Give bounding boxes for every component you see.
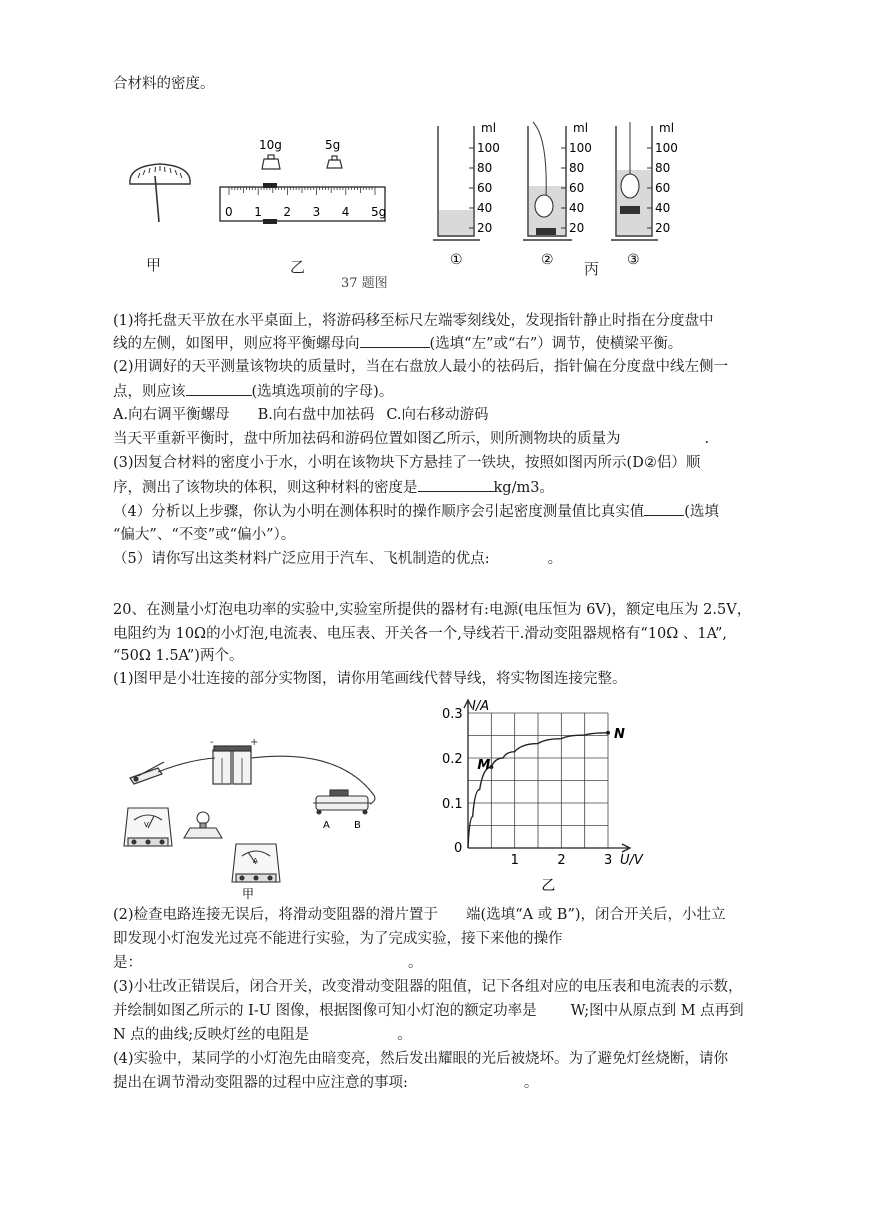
voltmeter-label: V <box>144 821 149 829</box>
q19-p4-answer-blank[interactable] <box>644 501 684 516</box>
chart-y-tick-label: 0.3 <box>442 707 463 722</box>
q20-intro-line2: 电阻约为 10Ω的小灯泡,电流表、电压表、开关各一个,导线若干.滑动变阻器规格有“10Ω 、1A”, <box>113 626 727 642</box>
cylinder-scale-label: 20 <box>655 221 671 235</box>
cylinder-1-id: ① <box>450 252 463 268</box>
q20-p3-line1: (3)小壮改正错误后，闭合开关，改变滑动变阻器的阻值，记下各组对应的电压表和电流表的示数， <box>113 979 743 995</box>
battery-icon <box>210 737 258 784</box>
cylinder-1 <box>433 126 480 240</box>
iu-chart <box>440 696 643 896</box>
svg-text:-: - <box>210 737 214 748</box>
q19-p2-answer-blank[interactable] <box>186 381 252 396</box>
q19-p3-line2 <box>113 477 554 498</box>
circuit-figure <box>118 738 393 903</box>
iron-3 <box>620 206 640 214</box>
q19-p4-text-a: （4）分析以上步骤，你认为小明在测体积时的操作顺序会引起密度测量值比真实值 <box>113 504 645 520</box>
water-level-1 <box>439 210 473 235</box>
q19-option-b: B.向右盘中加祛码 <box>257 407 375 423</box>
q20-p4-end: 。 <box>523 1075 539 1091</box>
weight-5g-icon <box>327 156 342 168</box>
cylinder-scale-label: 100 <box>655 141 678 155</box>
q20-p2-text-a: (2)检查电路连接无误后，将滑动变阻器的滑片置于 <box>113 907 439 923</box>
weight-10g-icon <box>262 155 280 169</box>
figure-37-caption: 37 题图 <box>341 276 388 291</box>
lamp-icon <box>184 812 222 838</box>
cylinder-scale-label: 60 <box>569 181 585 195</box>
q19-p3-line1: (3)因复合材料的密度小于水，小明在该物块下方悬挂了一铁块，按照如图丙所示(D②侣）顺 <box>113 455 701 471</box>
q20-p4-text: 提出在调节滑动变阻器的过程中应注意的事项: <box>113 1075 408 1091</box>
q19-p2-text-a: 点，则应该 <box>113 384 186 400</box>
block-2 <box>535 195 553 217</box>
chart-x-tick-label: 1 <box>510 853 519 868</box>
ruler-tick-label: 2 <box>283 205 292 219</box>
q20-p2-end: 。 <box>408 955 423 971</box>
chart-x-tick-label: 3 <box>604 853 613 868</box>
fig-label-circuit-jia: 甲 <box>242 887 255 901</box>
q19-mass-text: 当天平重新平衡时，盘中所加祛码和游码位置如图乙所示，则所测物块的质量为 <box>113 431 621 447</box>
cylinder-unit-label: ml <box>481 121 497 135</box>
ruler-tick-label: 5g <box>371 205 387 219</box>
chart-x-axis-label: U/V <box>620 853 643 868</box>
q20-p2-line3 <box>113 953 423 973</box>
q20-intro-line3: “50Ω 1.5A”)两个。 <box>113 648 244 664</box>
q19-option-c: C.向右移动游码 <box>386 407 489 423</box>
rider-bottom <box>263 219 277 224</box>
ruler-weights-figure <box>215 130 390 230</box>
chart-annotation-N: N <box>614 726 625 742</box>
chart-point-N <box>606 731 610 735</box>
q19-p2-line3 <box>113 429 709 449</box>
ammeter-label: A <box>253 857 258 865</box>
q19-p5-text: （5）请你写出这类材料广泛应用于汽车、飞机制造的优点: <box>113 551 490 567</box>
q20-p4-line2 <box>113 1073 538 1093</box>
q19-p4-line2: “偏大”、“不变”或“偏小”）。 <box>113 527 296 543</box>
fig-label-bing: 丙 <box>584 260 600 278</box>
cylinder-2 <box>523 122 572 240</box>
iron-2 <box>536 228 556 235</box>
q19-p5-end: 。 <box>547 551 563 567</box>
q20-p4-line1: (4)实验中，某同学的小灯泡先由暗变亮，然后发出耀眼的光后被烧坏。为了避免灯丝烧断，请你 <box>113 1051 729 1067</box>
cylinder-scale-label: 60 <box>477 181 493 195</box>
q19-p1-text-a: 线的左侧，如图甲，则应将平衡螺母向 <box>113 336 360 352</box>
ruler-tick-label: 3 <box>312 205 321 219</box>
weight-10g-label: 10g <box>259 138 282 152</box>
q20-p2-text-b: 端(选填“A 或 B”)，闭合开关后，小壮立 <box>466 907 726 923</box>
q19-p1-line2 <box>113 333 682 354</box>
q19-p1-line1: (1)将托盘天平放在水平桌面上，将游码移至标尺左端零刻线处，发现指针静止时指在分度盘中 <box>113 313 714 329</box>
cylinder-2-id: ② <box>541 252 554 268</box>
chart-fig-label: 乙 <box>541 878 556 894</box>
switch-icon <box>130 762 164 784</box>
cylinder-scale-label: 100 <box>477 141 500 155</box>
q19-p1-text-b: (选填“左”或“右”）调节，使横梁平衡。 <box>429 336 683 352</box>
cylinder-scale-label: 40 <box>569 201 585 215</box>
q19-p2-line2 <box>113 381 393 402</box>
chart-origin-label: 0 <box>454 841 463 856</box>
block-3 <box>621 174 639 198</box>
cylinder-unit-label: ml <box>573 121 589 135</box>
q20-p2-line1 <box>113 905 726 925</box>
wire-switch-battery <box>158 758 215 772</box>
q19-p4-text-b: (选填 <box>684 504 719 520</box>
q20-p3-line3 <box>113 1025 412 1045</box>
cylinder-scale-label: 40 <box>655 201 671 215</box>
q19-p2-line1: (2)用调好的天平测量该物块的质量时，当在右盘放人最小的祛码后，指针偏在分度盘中线左侧一 <box>113 359 729 375</box>
ruler-tick-label: 1 <box>254 205 262 219</box>
cylinder-scale-label: 80 <box>477 161 493 175</box>
q19-p3-text-a: 序，测出了该物块的体积，则这种材料的密度是 <box>113 480 418 496</box>
q20-p1-line: (1)图甲是小壮连接的部分实物图，请你用笔画线代替导线，将实物图连接完整。 <box>113 671 627 687</box>
q20-p3-end: 。 <box>397 1027 412 1043</box>
cylinder-unit-label: ml <box>659 121 675 135</box>
rheostat-label-b: B <box>354 820 361 831</box>
q19-p5-line <box>113 549 562 569</box>
rheostat-icon <box>313 790 371 814</box>
q20-p3-line2 <box>113 1001 744 1021</box>
rheostat-label-a: A <box>323 820 330 831</box>
q20-p3-text-c: N 点的曲线;反映灯丝的电阻是 <box>113 1027 310 1043</box>
dial-pointer <box>155 176 159 222</box>
q19-option-a: A.向右调平衡螺母 <box>113 407 230 423</box>
q20-p2-line2: 即发现小灯泡发光过亮不能进行实验，为了完成实验，接下来他的操作 <box>113 931 563 947</box>
cylinder-scale-label: 100 <box>569 141 592 155</box>
q19-p1-answer-blank[interactable] <box>360 333 430 348</box>
chart-y-tick-label: 0.1 <box>442 797 463 812</box>
cylinder-scale-label: 20 <box>569 221 585 235</box>
q19-mass-end: . <box>704 431 710 447</box>
chart-annotation-M: M <box>477 758 491 773</box>
chart-y-tick-label: 0.2 <box>442 752 463 767</box>
cylinder-3-id: ③ <box>627 252 640 268</box>
cylinder-3 <box>611 122 658 240</box>
cylinder-scale-label: 20 <box>477 221 493 235</box>
q20-p2-text-c: 是： <box>113 955 142 971</box>
ruler-tick-label: 4 <box>341 205 350 219</box>
cylinder-scale-label: 80 <box>569 161 585 175</box>
chart-x-tick-label: 2 <box>557 853 566 868</box>
q19-p3-unit: kg/m3。 <box>493 480 554 496</box>
weight-5g-label: 5g <box>325 138 341 152</box>
balance-dial-figure <box>110 140 210 270</box>
intro-tail: 合材料的密度。 <box>113 76 215 92</box>
cylinder-scale-label: 60 <box>655 181 671 195</box>
chart-y-axis-label: I/A <box>472 699 490 714</box>
cylinder-scale-label: 40 <box>477 201 493 215</box>
cylinder-scale-label: 80 <box>655 161 671 175</box>
fig-label-jia: 甲 <box>146 256 162 274</box>
cylinders-figure <box>430 118 678 268</box>
ruler-tick-label: 0 <box>225 205 233 219</box>
q20-p3-text-a: 并绘制如图乙所示的 I-U 图像，根据图像可知小灯泡的额定功率是 <box>113 1003 537 1019</box>
q19-p4-line1 <box>113 501 719 522</box>
fig-label-yi: 乙 <box>290 258 306 276</box>
q19-options <box>113 405 489 425</box>
q19-density-blank[interactable] <box>418 477 494 492</box>
q20-intro-line1: 20、在测量小灯泡电功率的实验中,实验室所提供的器材有:电源(电压恒为 6V)，额定电压为 2.5V， <box>113 602 752 618</box>
q19-p2-text-b: (选填选项前的字母)。 <box>251 384 394 400</box>
q20-p3-text-b: W;图中从原点到 M 点再到 <box>570 1003 744 1019</box>
svg-text:+: + <box>250 737 259 748</box>
